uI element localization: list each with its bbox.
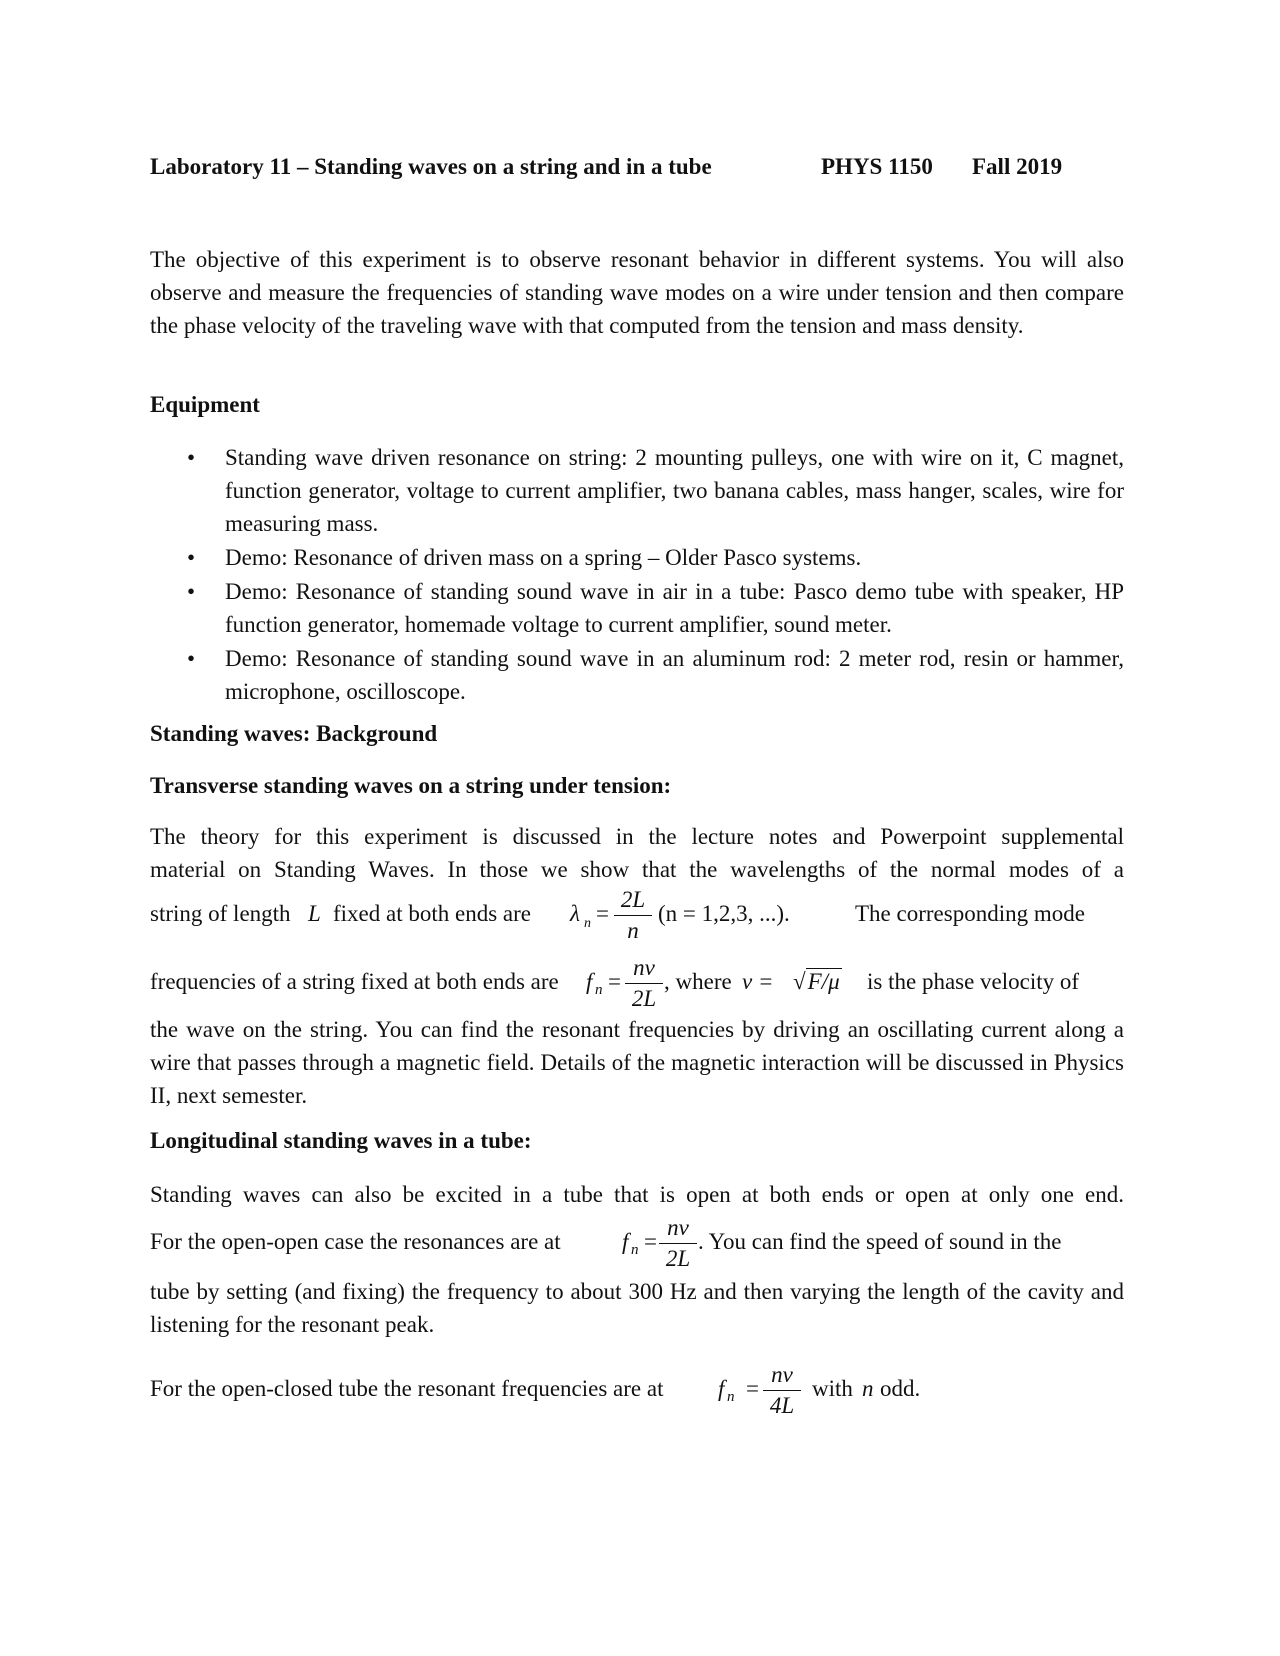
longitudinal-heading-block [150,1125,1124,1157]
frequency-fraction: nv 2L [624,953,664,1014]
tube-paragraph-rest-block [150,1275,1124,1341]
list-item: • Standing wave driven resonance on string: 2 mounting pulleys, one with wire on it, C magnet, function generator, voltage to current amplifier, two banana cables, mass hanger, scales, wire for measuring mass. [150,441,1124,540]
frequency-subscript: n [727,1389,735,1405]
theory-line-4: frequencies of a string fixed at both ends are f n = nv 2L , where v = √F/μ is the phase velocity of [150,965,1124,1031]
background-heading-block [150,718,1124,750]
theory-lines-1-2 [150,820,1124,886]
sqrt-expression: √F/μ [793,969,840,994]
mode-index-range: (n = 1,2,3, ...). [658,901,790,926]
longitudinal-heading: Longitudinal standing waves in a tube: [150,1128,532,1153]
transverse-heading-block [150,770,1124,802]
list-item: • Demo: Resonance of standing sound wave in an aluminum rod: 2 meter rod, resin or hammer, microphone, oscilloscope. [150,642,1124,708]
theory-paragraph-2-block [150,1013,1124,1112]
theory-line-2: material on Standing Waves. In those we show that the wavelengths of the normal modes of a [150,857,1124,882]
tube-line-1: Standing waves can also be excited in a tube that is open at both ends or open at only one end. [150,1182,1124,1207]
background-heading: Standing waves: Background [150,721,438,746]
equipment-list [150,441,1124,708]
frequency-symbol: f [718,1376,725,1401]
tube-paragraph-rest: tube by setting (and fixing) the frequency to about 300 Hz and then varying the length of the cavity and listening for the resonant peak. [150,1279,1124,1337]
theory-line-3: string of length L fixed at both ends are λ n = 2L n (n = 1,2,3, ...). The corresponding mode [150,897,1124,963]
tube-line-1-block [150,1178,1124,1211]
list-item: • Demo: Resonance of standing sound wave in air in a tube: Pasco demo tube with speaker, HP function generator, homemade voltage to current amplifier, sound meter. [150,575,1124,641]
tube-line-2: For the open-open case the resonances are at f n = nv 2L . You can find the speed of sound in the [150,1225,1124,1291]
open-open-fraction: nv 2L [658,1213,698,1274]
intro-block [150,243,1124,342]
velocity-equation: v = [742,969,774,994]
open-closed-line: For the open-closed tube the resonant frequencies are at f n = nv 4L with n odd. [150,1372,1124,1438]
bullet-icon: • [187,545,196,570]
list-item: • Demo: Resonance of driven mass on a spring – Older Pasco systems. [150,541,1124,574]
lambda-subscript: n [584,916,591,931]
theory-paragraph-2: the wave on the string. You can find the resonant frequencies by driving an oscillating current along a wire that passes through a magnetic field. Details of the magnetic interaction will be discussed in Physics II, next semester. [150,1017,1124,1108]
term: Fall 2019 [972,154,1063,179]
page-header [150,150,1124,184]
equipment-list-block [150,441,1124,708]
bullet-icon: • [187,579,196,604]
bullet-icon: • [187,646,196,671]
frequency-symbol: f [622,1229,629,1254]
lab-title: Laboratory 11 – Standing waves on a string and in a tube [150,154,712,179]
frequency-subscript: n [631,1242,639,1258]
intro-paragraph: The objective of this experiment is to observe resonant behavior in different systems. You will also observe and measure the frequencies of standing wave modes on a wire under tension and then compare the phase velocity of the traveling wave with that computed from the tension and mass density. [150,247,1124,338]
lambda-symbol: λ [570,901,580,926]
equipment-section [150,389,1124,421]
frequency-subscript: n [595,982,603,998]
course-code: PHYS 1150 [821,154,933,179]
equipment-heading: Equipment [150,392,260,417]
open-closed-fraction: nv 4L [762,1360,802,1421]
length-symbol: L [308,901,321,926]
sqrt-icon: √ [793,969,806,994]
transverse-heading: Transverse standing waves on a string under tension: [150,773,672,798]
theory-line-1: The theory for this experiment is discussed in the lecture notes and Powerpoint supplemental [150,824,1124,849]
lambda-fraction: 2L n [613,885,653,946]
frequency-symbol: f [586,969,593,994]
bullet-icon: • [187,445,196,470]
